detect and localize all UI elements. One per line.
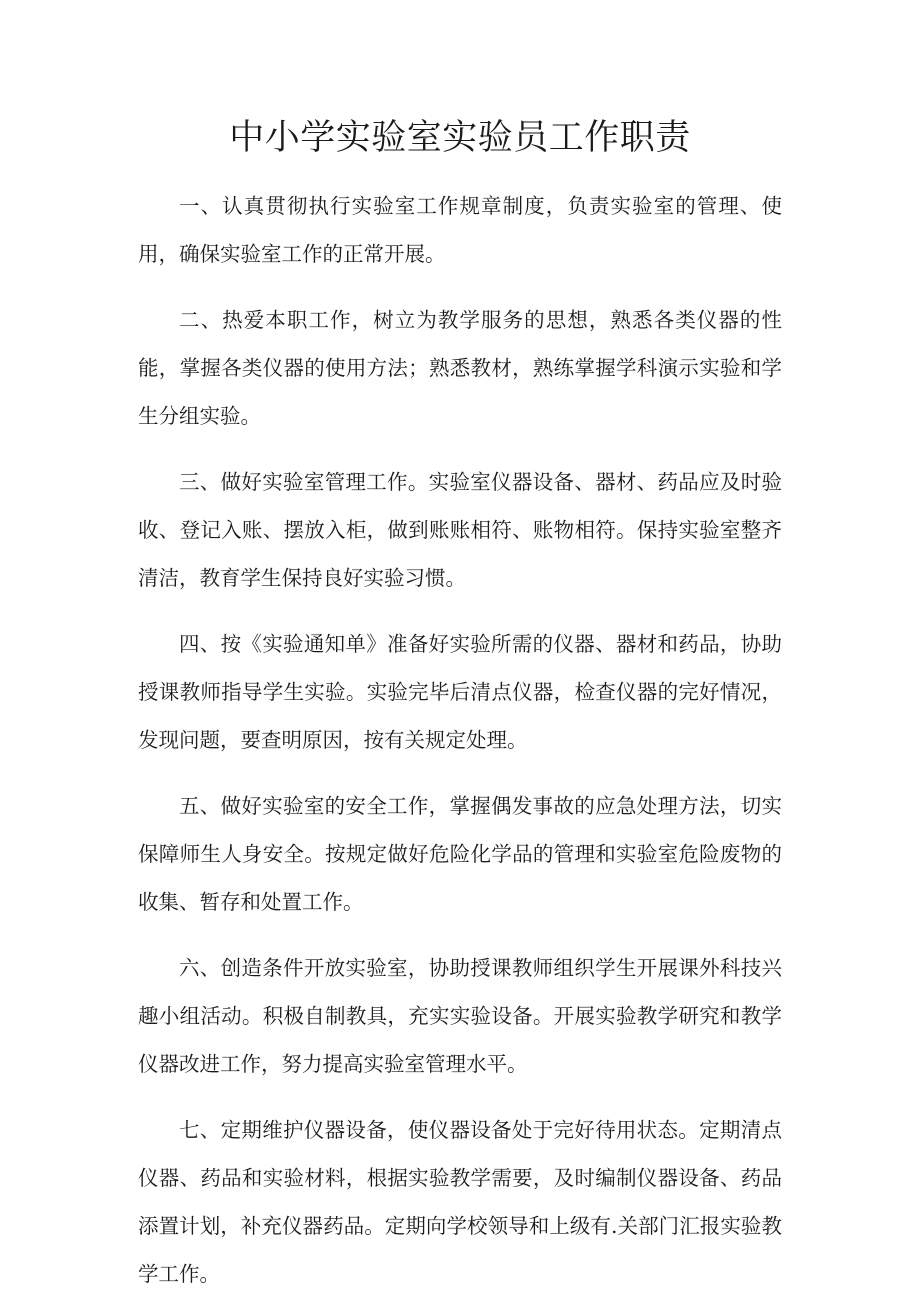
- paragraph-3: 三、做好实验室管理工作。实验室仪器设备、器材、药品应及时验收、登记入账、摆放入柜，做到账账相符、账物相符。保持实验室整齐清洁，教育学生保持良好实验习惯。: [138, 470, 782, 590]
- document-body: [138, 182, 782, 1298]
- document-title: 中小学实验室实验员工作职责: [229, 118, 691, 158]
- paragraph-4: 四、按《实验通知单》准备好实验所需的仪器、器材和药品，协助授课教师指导学生实验。实验完毕后清点仪器，检查仪器的完好情况，发现问题，要查明原因，按有关规定处理。: [138, 632, 782, 752]
- paragraph-6: 六、创造条件开放实验室，协助授课教师组织学生开展课外科技兴趣小组活动。积极自制教具，充实实验设备。开展实验教学研究和教学仪器改进工作，努力提高实验室管理水平。: [138, 956, 782, 1076]
- paragraph-2: 二、热爱本职工作，树立为教学服务的思想，熟悉各类仪器的性能，掌握各类仪器的使用方法；熟悉教材，熟练掌握学科演示实验和学生分组实验。: [138, 308, 782, 428]
- paragraph-5: 五、做好实验室的安全工作，掌握偶发事故的应急处理方法，切实保障师生人身安全。按规定做好危险化学品的管理和实验室危险废物的收集、暂存和处置工作。: [138, 794, 782, 914]
- paragraph-1: 一、认真贯彻执行实验室工作规章制度，负责实验室的管理、使用，确保实验室工作的正常开展。: [138, 194, 782, 266]
- paragraph-7: 七、定期维护仪器设备，使仪器设备处于完好待用状态。定期清点仪器、药品和实验材料，根据实验教学需要，及时编制仪器设备、药品添置计划，补充仪器药品。定期向学校领导和上级有.关部门汇报实验教学工作。: [138, 1118, 782, 1286]
